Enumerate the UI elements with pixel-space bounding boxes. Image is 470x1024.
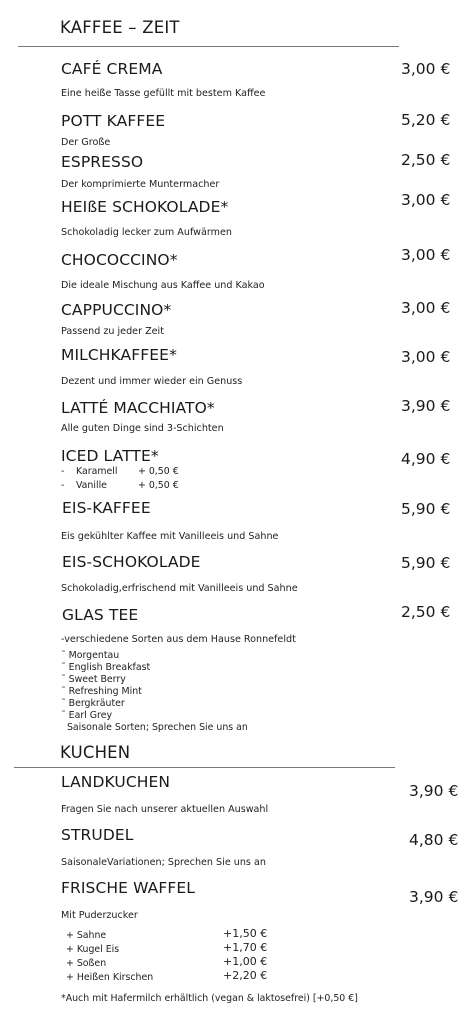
menu-item-price: 3,00 € xyxy=(401,60,451,78)
menu-item-description: Eis gekühlter Kaffee mit Vanilleeis und Sahne xyxy=(61,531,279,542)
tea-sort: ˜ Earl Grey xyxy=(61,710,113,721)
tea-sort: ˜ English Breakfast xyxy=(61,662,151,673)
menu-item-name: CAFÉ CREMA xyxy=(61,60,163,78)
topping-name: + Kugel Eis xyxy=(66,944,120,955)
menu-item-description: Die ideale Mischung aus Kaffee und Kakao xyxy=(61,280,265,291)
menu-item-price: 3,00 € xyxy=(401,191,451,209)
option-name: Karamell xyxy=(76,466,118,477)
footnote: *Auch mit Hafermilch erhältlich (vegan & laktosefrei) [+0,50 €] xyxy=(61,993,358,1004)
menu-item-description: Der komprimierte Muntermacher xyxy=(61,179,220,190)
option-bullet: - xyxy=(61,480,65,491)
menu-item-price: 2,50 € xyxy=(401,603,451,621)
topping-price: +1,70 € xyxy=(223,941,268,954)
menu-item-name: MILCHKAFFEE* xyxy=(61,346,177,364)
section-title-cake: KUCHEN xyxy=(60,743,131,762)
topping-price: +1,50 € xyxy=(223,927,268,940)
menu-item-description: SaisonaleVariationen; Sprechen Sie uns an xyxy=(61,857,266,868)
tea-sort: ˜ Bergkräuter xyxy=(61,698,125,709)
menu-item-price: 3,00 € xyxy=(401,246,451,264)
topping-name: + Heißen Kirschen xyxy=(66,972,154,983)
menu-item-price: 3,90 € xyxy=(409,782,459,800)
menu-item-price: 3,90 € xyxy=(409,888,459,906)
menu-item-description: Schokoladig lecker zum Aufwärmen xyxy=(61,227,232,238)
menu-item-name: HEIßE SCHOKOLADE* xyxy=(61,198,229,216)
tea-sort: ˜ Morgentau xyxy=(61,650,120,661)
menu-item-price: 4,90 € xyxy=(401,450,451,468)
menu-item-name: ESPRESSO xyxy=(61,153,144,171)
topping-name: + Soßen xyxy=(66,958,107,969)
topping-price: +2,20 € xyxy=(223,969,268,982)
menu-item-description: Alle guten Dinge sind 3-Schichten xyxy=(61,423,224,434)
menu-item-description: Mit Puderzucker xyxy=(61,910,138,921)
menu-item-name: ICED LATTE* xyxy=(61,447,159,465)
section-title-coffee: KAFFEE – ZEIT xyxy=(60,18,180,37)
menu-item-name: CHOCOCCINO* xyxy=(61,251,178,269)
menu-item-price: 5,90 € xyxy=(401,500,451,518)
topping-name: + Sahne xyxy=(66,930,107,941)
menu-item-description: Dezent und immer wieder ein Genuss xyxy=(61,376,243,387)
menu-item-name: STRUDEL xyxy=(61,826,134,844)
section-divider xyxy=(14,767,395,768)
section-divider xyxy=(18,46,399,47)
menu-item-description: Fragen Sie nach unserer aktuellen Auswahl xyxy=(61,804,269,815)
menu-item-price: 4,80 € xyxy=(409,831,459,849)
menu-item-name: FRISCHE WAFFEL xyxy=(61,879,196,897)
menu-item-name: LATTÉ MACCHIATO* xyxy=(61,399,215,417)
menu-item-description: Eine heiße Tasse gefüllt mit bestem Kaffee xyxy=(61,88,266,99)
menu-item-price: 5,20 € xyxy=(401,111,451,129)
menu-item-description: Schokoladig,erfrischend mit Vanilleeis und Sahne xyxy=(61,583,298,594)
menu-item-price: 2,50 € xyxy=(401,151,451,169)
menu-item-price: 3,90 € xyxy=(401,397,451,415)
menu-item-name: EIS-KAFFEE xyxy=(62,499,151,517)
menu-item-name: EIS-SCHOKOLADE xyxy=(62,553,201,571)
option-price: + 0,50 € xyxy=(138,480,179,491)
tea-sort: Saisonale Sorten; Sprechen Sie uns an xyxy=(61,722,248,733)
topping-price: +1,00 € xyxy=(223,955,268,968)
menu-item-description: Der Große xyxy=(61,137,111,148)
menu-item-price: 3,00 € xyxy=(401,299,451,317)
menu-item-name: LANDKUCHEN xyxy=(61,773,171,791)
menu-item-name: GLAS TEE xyxy=(62,606,139,624)
tea-sort: ˜ Sweet Berry xyxy=(61,674,126,685)
menu-item-description: -verschiedene Sorten aus dem Hause Ronnefeldt xyxy=(61,634,296,645)
menu-item-price: 5,90 € xyxy=(401,554,451,572)
menu-item-description: Passend zu jeder Zeit xyxy=(61,326,164,337)
menu-item-name: POTT KAFFEE xyxy=(61,112,166,130)
tea-sort: ˜ Refreshing Mint xyxy=(61,686,142,697)
option-name: Vanille xyxy=(76,480,107,491)
menu-item-name: CAPPUCCINO* xyxy=(61,301,172,319)
menu-item-price: 3,00 € xyxy=(401,348,451,366)
option-bullet: - xyxy=(61,466,65,477)
option-price: + 0,50 € xyxy=(138,466,179,477)
